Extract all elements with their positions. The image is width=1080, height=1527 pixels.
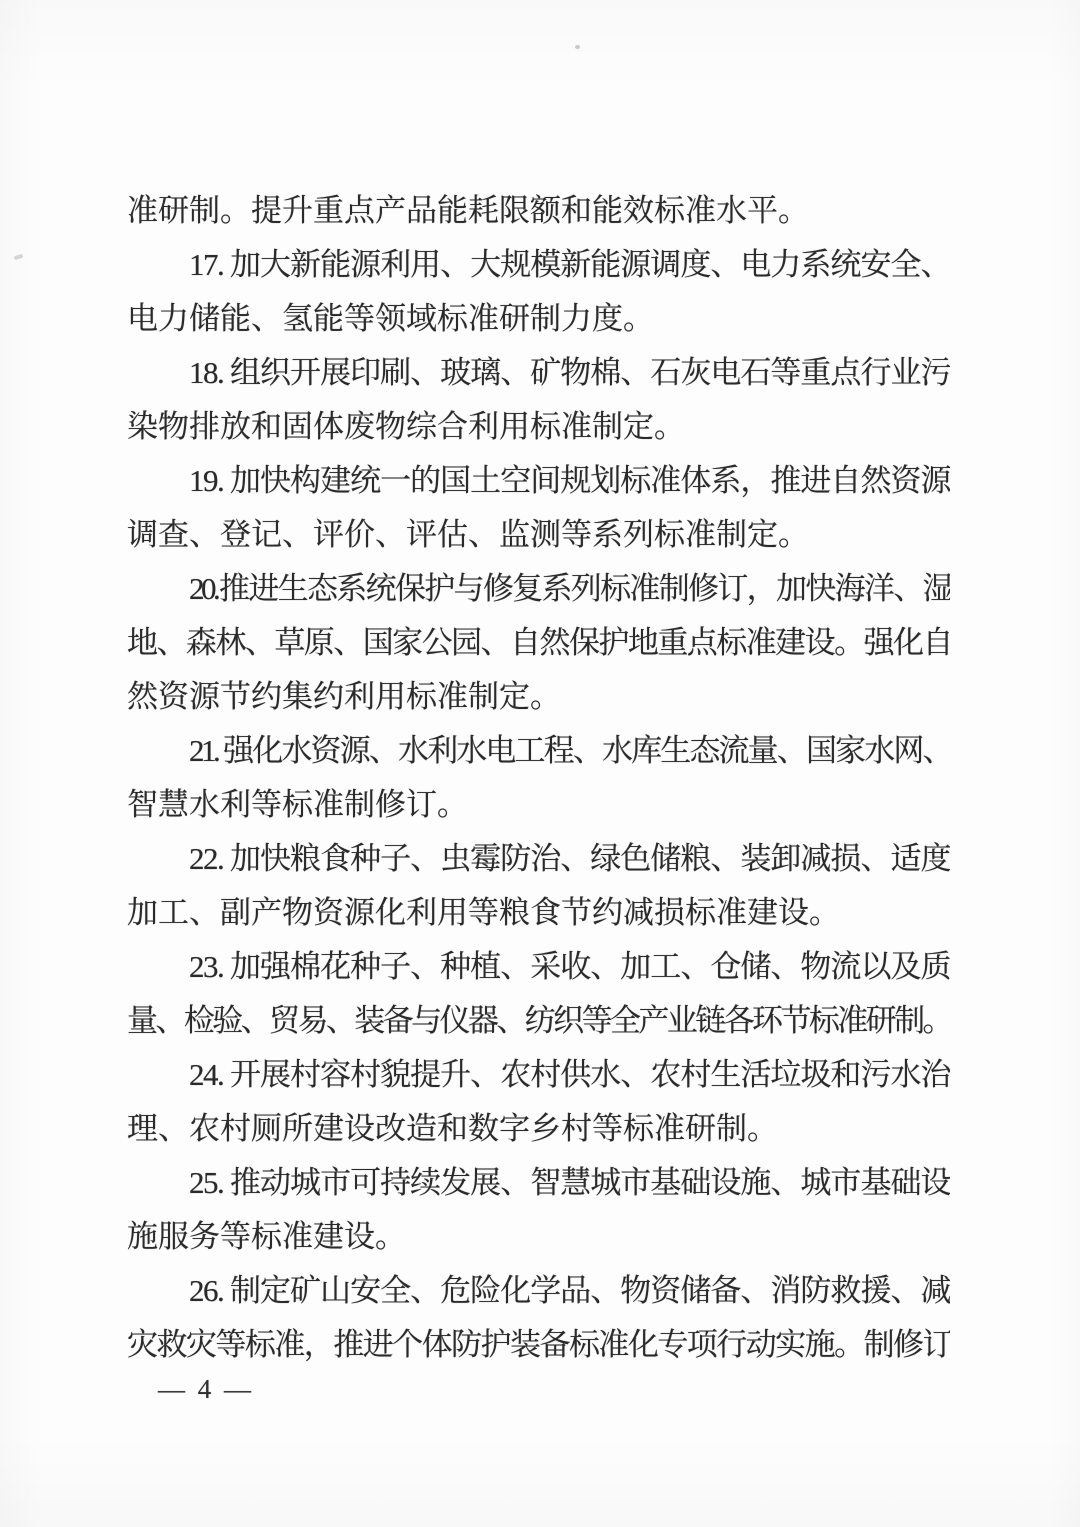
document-body bbox=[127, 184, 950, 1372]
paragraph-item-26 bbox=[127, 1264, 950, 1372]
paragraph-item-23 bbox=[127, 940, 950, 1048]
text-line: 19. 加快构建统一的国土空间规划标准体系，推进自然资源 bbox=[189, 463, 950, 498]
text-line: 24. 开展村容村貌提升、农村供水、农村生活垃圾和污水治 bbox=[189, 1057, 950, 1092]
text-line: 17. 加大新能源利用、大规模新能源调度、电力系统安全、 bbox=[189, 247, 950, 282]
text-line: 然资源节约集约利用标准制定。 bbox=[127, 679, 561, 714]
text-line: 18. 组织开展印刷、玻璃、矿物棉、石灰电石等重点行业污 bbox=[189, 355, 950, 390]
text-line: 22. 加快粮食种子、虫霉防治、绿色储粮、装卸减损、适度 bbox=[189, 841, 950, 876]
scan-artifact-dot bbox=[575, 45, 580, 49]
text-line: 23. 加强棉花种子、种植、采收、加工、仓储、物流以及质 bbox=[189, 949, 950, 984]
paragraph-item-22 bbox=[127, 832, 950, 940]
paragraph-item-24 bbox=[127, 1048, 950, 1156]
page-number: — 4 — bbox=[158, 1374, 254, 1404]
text-line: 26. 制定矿山安全、危险化学品、物资储备、消防救援、减 bbox=[189, 1273, 950, 1308]
paragraph-item-17 bbox=[127, 238, 950, 346]
paragraph-item-18 bbox=[127, 346, 950, 454]
text-line: 量、检验、贸易、装备与仪器、纺织等全产业链各环节标准研制。 bbox=[127, 1003, 950, 1038]
text-line: 加工、副产物资源化利用等粮食节约减损标准建设。 bbox=[127, 895, 840, 930]
text-line: 25. 推动城市可持续发展、智慧城市基础设施、城市基础设 bbox=[189, 1165, 950, 1200]
text-line: 21. 强化水资源、水利水电工程、水库生态流量、国家水网、 bbox=[189, 733, 950, 768]
text-line: 地、森林、草原、国家公园、自然保护地重点标准建设。强化自 bbox=[127, 625, 950, 660]
text-line: 理、农村厕所建设改造和数字乡村等标准研制。 bbox=[127, 1111, 778, 1146]
paragraph-item-20 bbox=[127, 562, 950, 724]
text-line: 20.推进生态系统保护与修复系列标准制修订，加快海洋、湿 bbox=[189, 571, 950, 606]
text-line: 染物排放和固体废物综合利用标准制定。 bbox=[127, 409, 685, 444]
text-line: 智慧水利等标准制修订。 bbox=[127, 787, 468, 822]
text-line: 调查、登记、评价、评估、监测等系列标准制定。 bbox=[127, 517, 809, 552]
text-line: 灾救灾等标准，推进个体防护装备标准化专项行动实施。制修订 bbox=[127, 1327, 950, 1362]
scan-artifact-smudge bbox=[14, 254, 24, 261]
text-line: 施服务等标准建设。 bbox=[127, 1219, 406, 1254]
paragraph-continuation bbox=[127, 184, 950, 238]
paragraph-item-21 bbox=[127, 724, 950, 832]
paragraph-item-25 bbox=[127, 1156, 950, 1264]
paragraph-item-19 bbox=[127, 454, 950, 562]
text-line: 电力储能、氢能等领域标准研制力度。 bbox=[127, 301, 654, 336]
text-line: 准研制。提升重点产品能耗限额和能效标准水平。 bbox=[127, 193, 809, 228]
